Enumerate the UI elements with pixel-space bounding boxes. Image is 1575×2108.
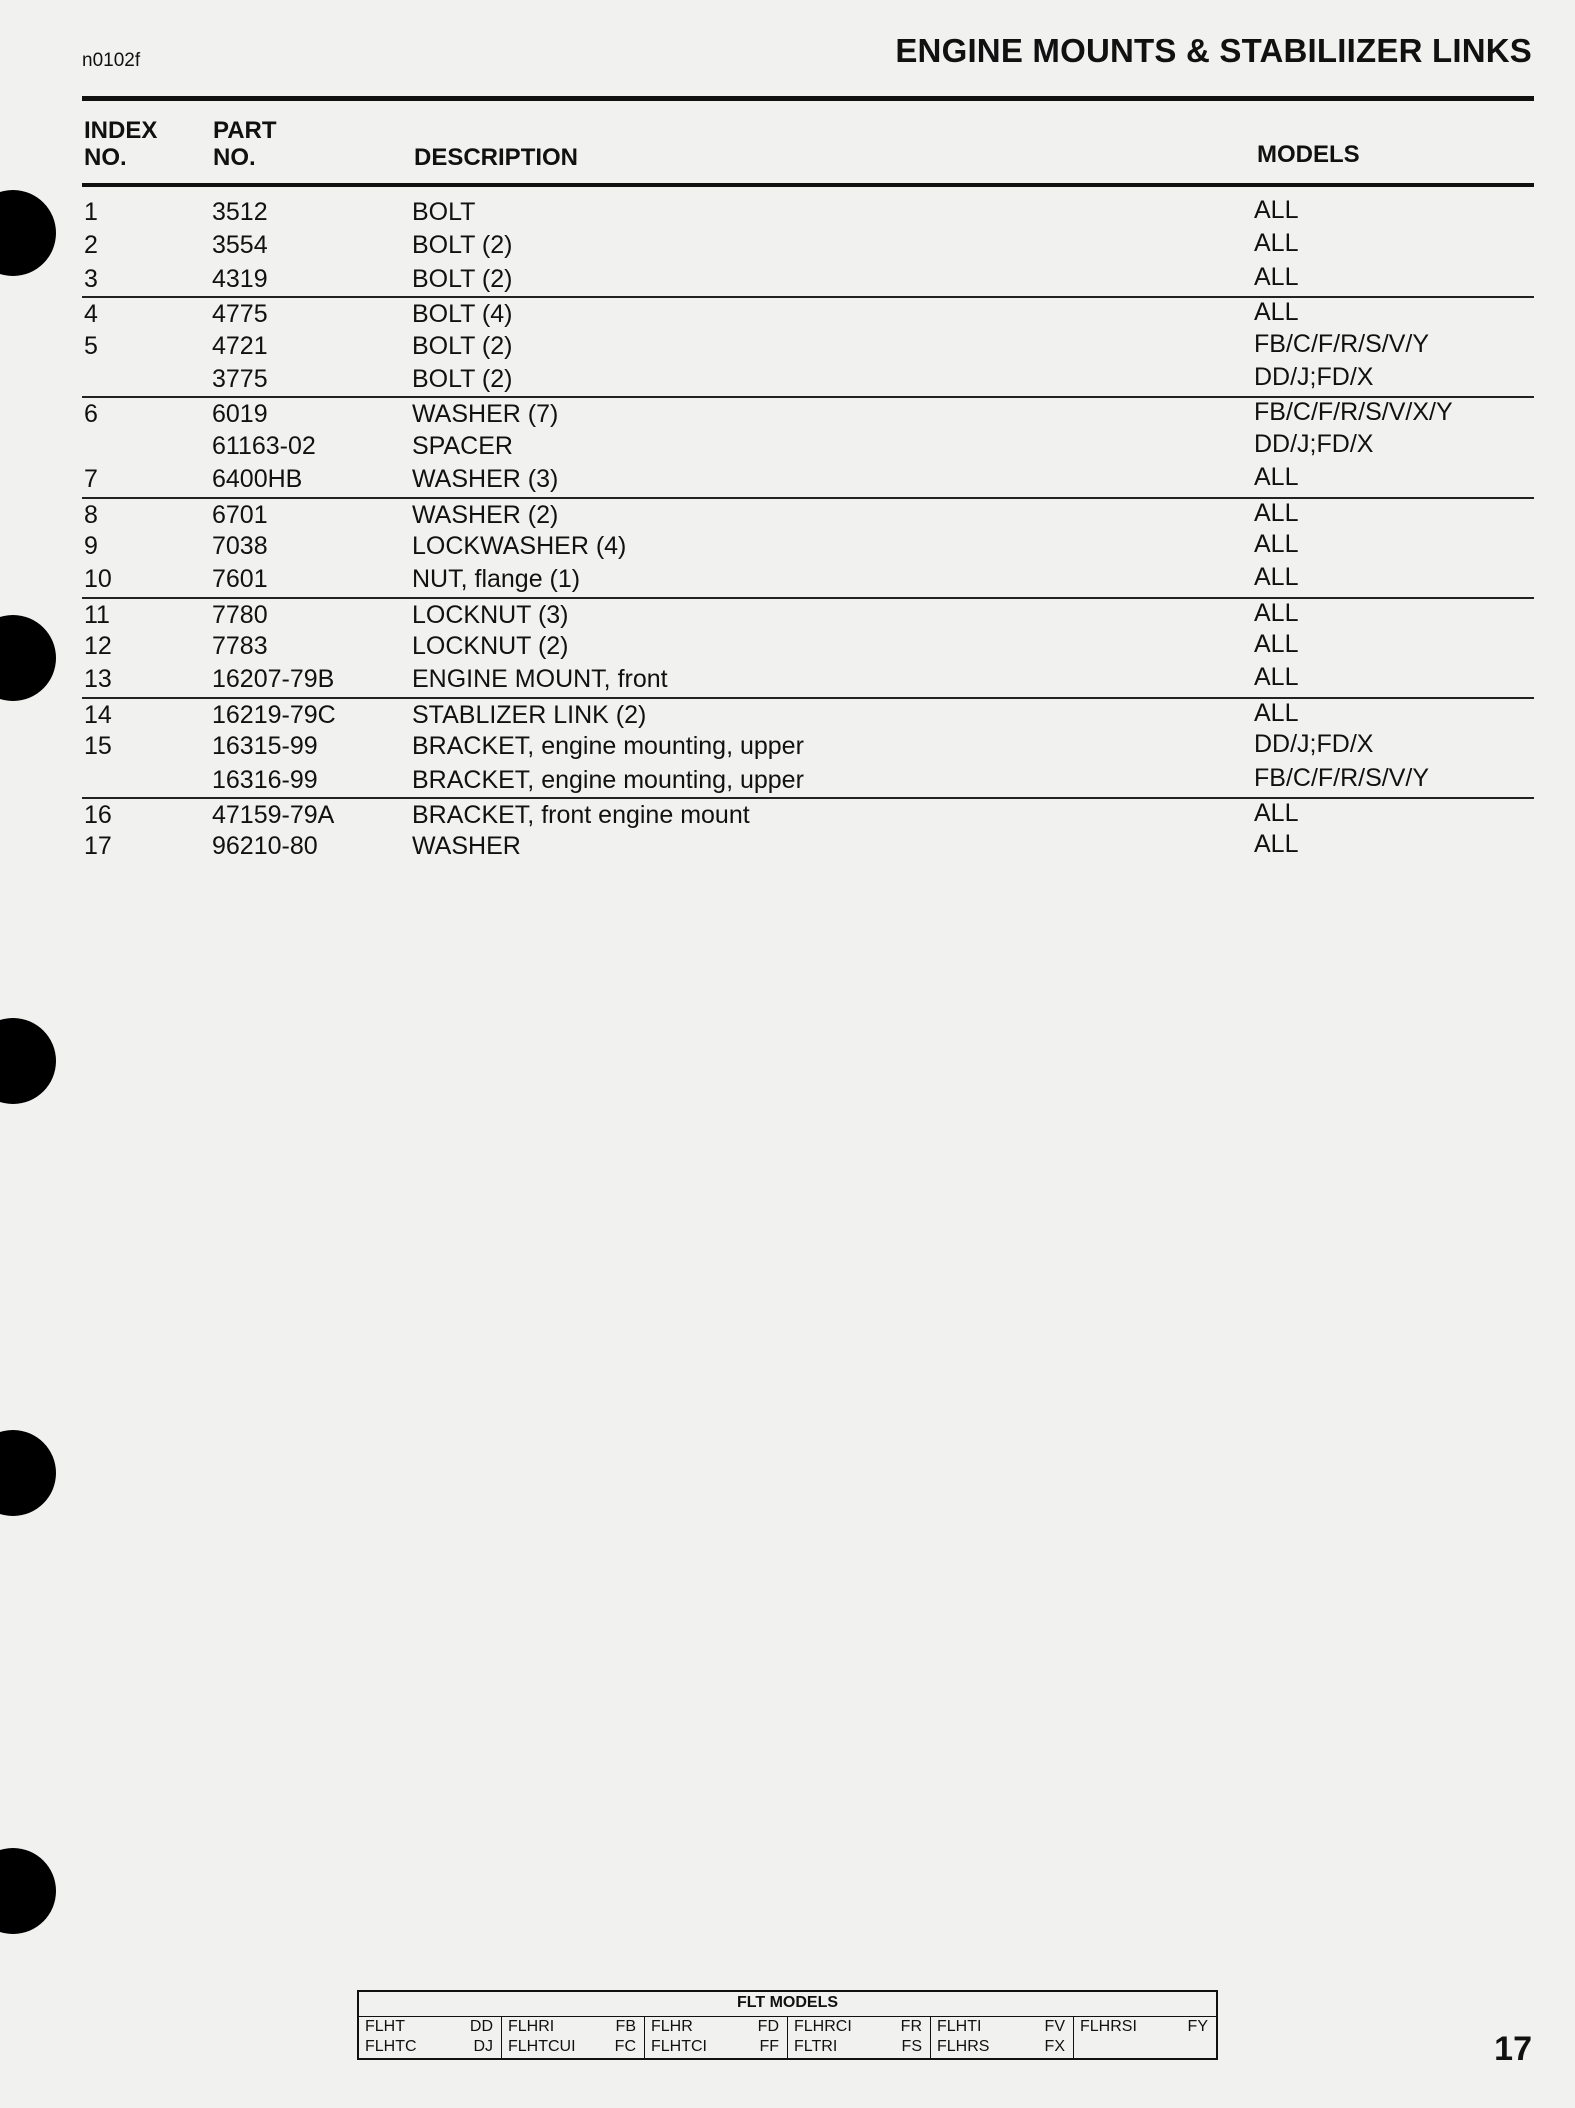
description-cell: BRACKET, engine mounting, upper xyxy=(412,765,804,794)
index-cell: 10 xyxy=(84,565,112,594)
index-cell: 4 xyxy=(84,300,98,329)
description-cell: BOLT xyxy=(412,198,476,226)
model-name: FLHR xyxy=(651,2018,693,2035)
flt-model-cell xyxy=(359,2017,501,2058)
models-cell: ALL xyxy=(1254,298,1299,327)
model-name: FLHTC xyxy=(365,2038,417,2055)
index-cell: 13 xyxy=(84,665,112,694)
binder-hole xyxy=(0,1018,56,1104)
models-cell: ALL xyxy=(1254,698,1299,727)
flt-model-cell xyxy=(1073,2017,1216,2058)
description-cell: BRACKET, engine mounting, upper xyxy=(412,732,804,761)
flt-model-cell xyxy=(930,2017,1073,2058)
table-row xyxy=(82,697,1534,730)
binder-hole xyxy=(0,1848,56,1934)
table-row xyxy=(82,730,1534,763)
table-row xyxy=(82,530,1534,563)
part-number-cell: 6400HB xyxy=(212,465,303,494)
index-cell: 17 xyxy=(84,832,112,861)
description-cell: WASHER (7) xyxy=(412,400,559,429)
models-cell: FB/C/F/R/S/V/Y xyxy=(1254,329,1430,358)
description-cell: WASHER (3) xyxy=(412,465,559,494)
models-cell: ALL xyxy=(1254,830,1299,859)
binder-hole xyxy=(0,1430,56,1516)
model-code: FD xyxy=(757,2018,779,2035)
description-cell: WASHER xyxy=(412,832,521,861)
model-name: FLHT xyxy=(365,2018,405,2035)
table-row xyxy=(82,330,1534,363)
description-cell: LOCKNUT (2) xyxy=(412,632,569,661)
description-cell: LOCKWASHER (4) xyxy=(412,531,627,560)
binder-hole xyxy=(0,615,56,701)
models-cell: ALL xyxy=(1254,229,1299,258)
description-cell: BOLT (2) xyxy=(412,331,513,360)
binder-hole xyxy=(0,190,56,276)
table-row xyxy=(82,563,1534,596)
description-cell: BRACKET, front engine mount xyxy=(412,801,750,830)
flt-models-grid xyxy=(359,2016,1216,2058)
part-number-cell: 7038 xyxy=(212,531,268,560)
table-row xyxy=(82,630,1534,663)
index-cell: 5 xyxy=(84,331,98,360)
model-code: FV xyxy=(1044,2018,1065,2035)
description-cell: STABLIZER LINK (2) xyxy=(412,700,647,729)
part-number-cell: 6701 xyxy=(212,500,268,529)
part-number-cell: 3775 xyxy=(212,364,268,393)
header-index-line2: NO. xyxy=(84,144,127,171)
index-cell: 15 xyxy=(84,732,112,761)
model-name: FLHRI xyxy=(508,2018,555,2035)
part-number-cell: 4721 xyxy=(212,331,268,360)
description-cell: BOLT (2) xyxy=(412,364,513,393)
description-cell: SPACER xyxy=(412,431,513,460)
page-title: ENGINE MOUNTS & STABILIIZER LINKS xyxy=(895,32,1532,69)
models-cell: ALL xyxy=(1254,529,1299,558)
flt-model-cell xyxy=(501,2017,644,2058)
flt-models-title: FLT MODELS xyxy=(736,1994,839,2011)
table-row xyxy=(82,830,1534,863)
index-cell: 12 xyxy=(84,632,112,661)
index-cell: 3 xyxy=(84,264,98,293)
models-cell: ALL xyxy=(1254,498,1299,527)
part-number-cell: 16207-79B xyxy=(212,665,335,694)
models-cell: ALL xyxy=(1254,663,1299,692)
index-cell: 9 xyxy=(84,531,98,560)
model-name: FLHTCI xyxy=(651,2038,707,2055)
model-name: FLHTI xyxy=(937,2018,982,2035)
model-name: FLTRI xyxy=(794,2038,838,2055)
model-code: DD xyxy=(469,2018,493,2035)
part-number-cell: 16219-79C xyxy=(212,700,336,729)
model-code: FY xyxy=(1187,2018,1208,2035)
header-part-line1: PART xyxy=(213,117,277,144)
table-row xyxy=(82,663,1534,696)
part-number-cell: 7783 xyxy=(212,632,268,661)
index-cell: 6 xyxy=(84,400,98,429)
index-cell: 16 xyxy=(84,801,112,830)
models-cell: ALL xyxy=(1254,598,1299,627)
part-number-cell: 16315-99 xyxy=(212,732,318,761)
table-row xyxy=(82,764,1534,797)
models-cell: ALL xyxy=(1254,463,1299,492)
table-row xyxy=(82,196,1534,229)
part-number-cell: 7601 xyxy=(212,565,268,594)
model-name: FLHRSI xyxy=(1080,2018,1137,2035)
model-code: FF xyxy=(759,2038,779,2055)
index-cell: 8 xyxy=(84,500,98,529)
description-cell: BOLT (2) xyxy=(412,264,513,293)
flt-model-cell xyxy=(787,2017,930,2058)
table-row xyxy=(82,296,1534,329)
header-part xyxy=(213,117,277,171)
description-cell: BOLT (4) xyxy=(412,300,513,329)
table-row xyxy=(82,430,1534,463)
top-rule xyxy=(82,96,1534,101)
index-cell: 14 xyxy=(84,700,112,729)
model-name: FLHTCUI xyxy=(508,2038,576,2055)
part-number-cell: 3512 xyxy=(212,198,268,226)
models-cell: ALL xyxy=(1254,799,1299,828)
table-row xyxy=(82,463,1534,496)
parts-table-body xyxy=(82,196,1534,864)
models-cell: FB/C/F/R/S/V/Y xyxy=(1254,763,1430,792)
page-number: 17 xyxy=(1494,2030,1532,2068)
header-part-line2: NO. xyxy=(213,144,256,171)
part-number-cell: 4775 xyxy=(212,300,268,329)
description-cell: ENGINE MOUNT, front xyxy=(412,665,668,694)
table-row xyxy=(82,597,1534,630)
models-cell: ALL xyxy=(1254,196,1299,224)
description-cell: BOLT (2) xyxy=(412,231,513,260)
models-cell: FB/C/F/R/S/V/X/Y xyxy=(1254,398,1453,427)
index-cell: 1 xyxy=(84,198,98,226)
model-code: DJ xyxy=(473,2038,493,2055)
header-rule xyxy=(82,183,1534,187)
index-cell: 7 xyxy=(84,465,98,494)
models-cell: DD/J;FD/X xyxy=(1254,429,1374,458)
models-cell: ALL xyxy=(1254,563,1299,592)
table-row xyxy=(82,363,1534,396)
models-cell: ALL xyxy=(1254,262,1299,291)
model-code: FB xyxy=(615,2018,636,2035)
part-number-cell: 16316-99 xyxy=(212,765,318,794)
part-number-cell: 96210-80 xyxy=(212,832,318,861)
index-cell: 11 xyxy=(84,600,110,629)
description-cell: LOCKNUT (3) xyxy=(412,600,569,629)
part-number-cell: 7780 xyxy=(212,600,268,629)
models-cell: DD/J;FD/X xyxy=(1254,362,1374,391)
header-models: MODELS xyxy=(1257,141,1360,168)
header-index-line1: INDEX xyxy=(84,117,158,144)
part-number-cell: 6019 xyxy=(212,400,268,429)
part-number-cell: 4319 xyxy=(212,264,268,293)
table-row xyxy=(82,229,1534,262)
part-number-cell: 3554 xyxy=(212,231,268,260)
table-row xyxy=(82,797,1534,830)
model-code: FR xyxy=(900,2018,922,2035)
description-cell: NUT, flange (1) xyxy=(412,565,581,594)
table-row xyxy=(82,497,1534,530)
models-cell: DD/J;FD/X xyxy=(1254,730,1374,759)
part-number-cell: 61163-02 xyxy=(212,431,316,460)
header-description: DESCRIPTION xyxy=(414,144,579,171)
header-index xyxy=(84,117,157,171)
model-name: FLHRS xyxy=(937,2038,990,2055)
flt-models-legend xyxy=(357,1990,1218,2060)
table-header xyxy=(82,115,1534,181)
description-cell: WASHER (2) xyxy=(412,500,559,529)
index-cell: 2 xyxy=(84,231,98,260)
model-name: FLHRCI xyxy=(794,2018,852,2035)
document-code: n0102f xyxy=(82,50,141,71)
model-code: FX xyxy=(1044,2038,1065,2055)
model-code: FS xyxy=(901,2038,922,2055)
table-row xyxy=(82,396,1534,429)
part-number-cell: 47159-79A xyxy=(212,801,335,830)
flt-model-cell xyxy=(644,2017,787,2058)
model-code: FC xyxy=(614,2038,636,2055)
table-row xyxy=(82,263,1534,296)
models-cell: ALL xyxy=(1254,630,1299,659)
